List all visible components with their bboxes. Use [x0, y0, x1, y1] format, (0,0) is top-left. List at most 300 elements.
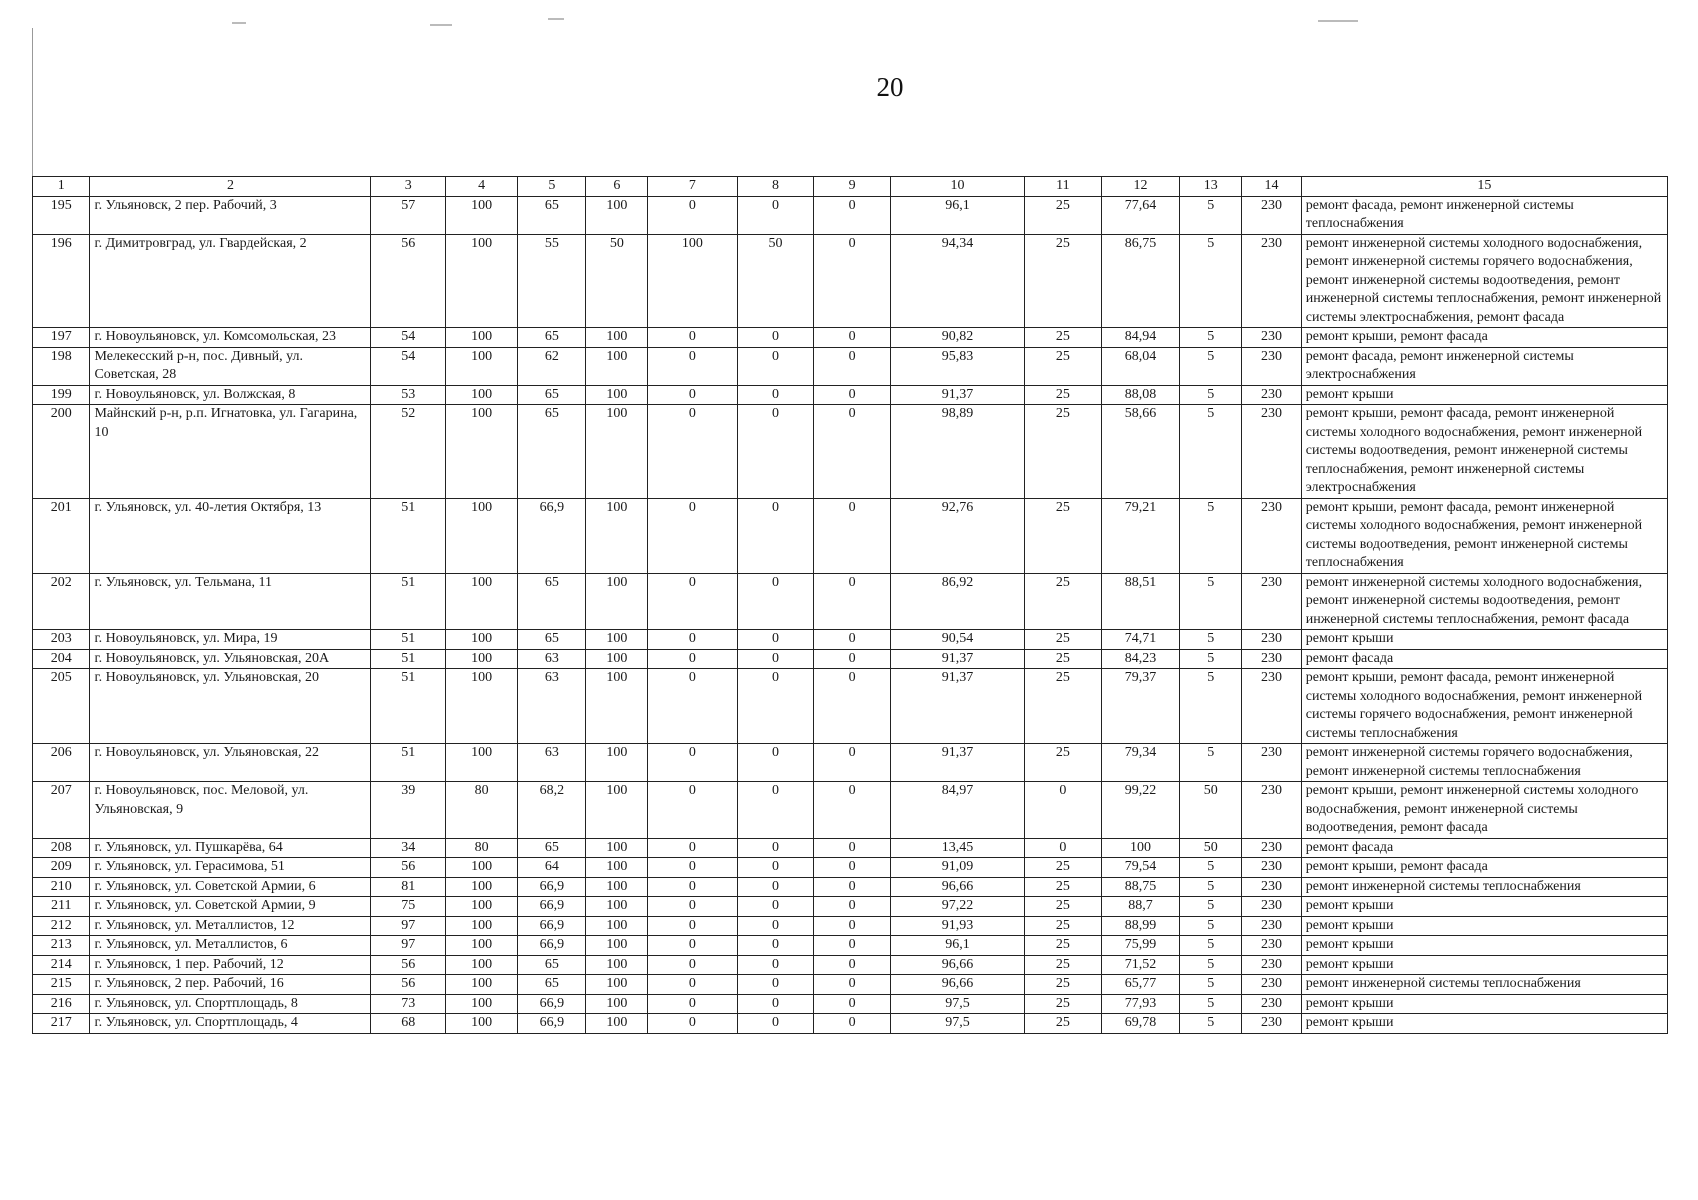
value-col-4: 100	[445, 744, 517, 782]
value-col-4: 100	[445, 975, 517, 995]
value-col-6: 100	[586, 838, 648, 858]
table-row	[33, 196, 1668, 234]
work-types: ремонт крыши	[1301, 630, 1667, 650]
value-col-4: 100	[445, 234, 517, 328]
row-number: 196	[33, 234, 90, 328]
value-col-10: 86,92	[890, 573, 1024, 630]
row-number: 202	[33, 573, 90, 630]
value-col-12: 88,08	[1101, 385, 1180, 405]
value-col-9: 0	[814, 573, 891, 630]
value-col-6: 100	[586, 669, 648, 744]
value-col-9: 0	[814, 744, 891, 782]
work-types: ремонт крыши, ремонт фасада, ремонт инженерной системы холодного водоснабжения, ремонт инженерной системы водоотведения, ремонт инженерной системы теплоснабжения	[1301, 498, 1667, 573]
value-col-6: 100	[586, 405, 648, 499]
work-types: ремонт крыши	[1301, 1014, 1667, 1034]
column-header: 15	[1301, 177, 1667, 197]
row-number: 203	[33, 630, 90, 650]
column-header: 12	[1101, 177, 1180, 197]
value-col-11: 25	[1025, 916, 1102, 936]
value-col-7: 0	[648, 347, 737, 385]
value-col-10: 97,5	[890, 994, 1024, 1014]
value-col-10: 91,93	[890, 916, 1024, 936]
table-row	[33, 858, 1668, 878]
value-col-10: 91,37	[890, 649, 1024, 669]
value-col-9: 0	[814, 328, 891, 348]
value-col-4: 100	[445, 328, 517, 348]
value-col-6: 100	[586, 955, 648, 975]
value-col-3: 51	[371, 573, 446, 630]
table-row	[33, 838, 1668, 858]
column-header: 11	[1025, 177, 1102, 197]
table-row	[33, 573, 1668, 630]
table-row	[33, 405, 1668, 499]
table-row	[33, 975, 1668, 995]
value-col-3: 52	[371, 405, 446, 499]
value-col-10: 96,1	[890, 936, 1024, 956]
row-number: 205	[33, 669, 90, 744]
value-col-7: 0	[648, 573, 737, 630]
value-col-10: 96,66	[890, 955, 1024, 975]
work-types: ремонт крыши, ремонт фасада	[1301, 858, 1667, 878]
value-col-14: 230	[1242, 1014, 1302, 1034]
scan-noise	[0, 14, 1698, 34]
value-col-7: 0	[648, 1014, 737, 1034]
value-col-3: 51	[371, 669, 446, 744]
value-col-3: 75	[371, 897, 446, 917]
value-col-11: 25	[1025, 669, 1102, 744]
value-col-5: 66,9	[518, 936, 586, 956]
value-col-13: 5	[1180, 1014, 1242, 1034]
address: г. Димитровград, ул. Гвардейская, 2	[90, 234, 371, 328]
value-col-9: 0	[814, 877, 891, 897]
row-number: 197	[33, 328, 90, 348]
value-col-12: 58,66	[1101, 405, 1180, 499]
value-col-10: 91,37	[890, 669, 1024, 744]
value-col-10: 91,09	[890, 858, 1024, 878]
value-col-13: 5	[1180, 630, 1242, 650]
table-row	[33, 234, 1668, 328]
header-row	[33, 177, 1668, 197]
work-types: ремонт фасада	[1301, 838, 1667, 858]
column-header: 13	[1180, 177, 1242, 197]
row-number: 195	[33, 196, 90, 234]
value-col-12: 75,99	[1101, 936, 1180, 956]
value-col-8: 0	[737, 916, 814, 936]
value-col-6: 100	[586, 328, 648, 348]
value-col-11: 0	[1025, 782, 1102, 839]
value-col-4: 100	[445, 649, 517, 669]
value-col-13: 5	[1180, 234, 1242, 328]
work-types: ремонт крыши	[1301, 994, 1667, 1014]
address: г. Ульяновск, ул. Спортплощадь, 8	[90, 994, 371, 1014]
value-col-9: 0	[814, 196, 891, 234]
value-col-7: 0	[648, 994, 737, 1014]
value-col-4: 100	[445, 877, 517, 897]
row-number: 217	[33, 1014, 90, 1034]
value-col-14: 230	[1242, 630, 1302, 650]
column-header: 2	[90, 177, 371, 197]
value-col-5: 65	[518, 573, 586, 630]
work-types: ремонт крыши, ремонт фасада	[1301, 328, 1667, 348]
value-col-7: 0	[648, 196, 737, 234]
value-col-7: 0	[648, 877, 737, 897]
value-col-6: 50	[586, 234, 648, 328]
value-col-9: 0	[814, 347, 891, 385]
value-col-3: 97	[371, 936, 446, 956]
value-col-8: 0	[737, 347, 814, 385]
work-types: ремонт инженерной системы теплоснабжения	[1301, 975, 1667, 995]
value-col-4: 100	[445, 669, 517, 744]
value-col-7: 0	[648, 838, 737, 858]
value-col-5: 62	[518, 347, 586, 385]
value-col-9: 0	[814, 955, 891, 975]
address: г. Ульяновск, ул. Герасимова, 51	[90, 858, 371, 878]
value-col-11: 25	[1025, 975, 1102, 995]
table-row	[33, 1014, 1668, 1034]
value-col-13: 5	[1180, 669, 1242, 744]
value-col-12: 88,51	[1101, 573, 1180, 630]
value-col-14: 230	[1242, 782, 1302, 839]
table-row	[33, 328, 1668, 348]
work-types: ремонт фасада, ремонт инженерной системы электроснабжения	[1301, 347, 1667, 385]
value-col-11: 25	[1025, 897, 1102, 917]
page-margin-line	[32, 28, 33, 178]
value-col-13: 5	[1180, 744, 1242, 782]
value-col-12: 84,94	[1101, 328, 1180, 348]
work-types: ремонт крыши	[1301, 385, 1667, 405]
value-col-14: 230	[1242, 573, 1302, 630]
value-col-14: 230	[1242, 234, 1302, 328]
value-col-3: 73	[371, 994, 446, 1014]
value-col-14: 230	[1242, 328, 1302, 348]
value-col-8: 50	[737, 234, 814, 328]
value-col-14: 230	[1242, 347, 1302, 385]
value-col-11: 25	[1025, 858, 1102, 878]
work-types: ремонт крыши, ремонт инженерной системы холодного водоснабжения, ремонт инженерной системы водоотведения, ремонт фасада	[1301, 782, 1667, 839]
value-col-6: 100	[586, 498, 648, 573]
value-col-7: 0	[648, 498, 737, 573]
value-col-6: 100	[586, 877, 648, 897]
value-col-9: 0	[814, 234, 891, 328]
value-col-12: 88,99	[1101, 916, 1180, 936]
address: г. Ульяновск, ул. Тельмана, 11	[90, 573, 371, 630]
value-col-7: 0	[648, 630, 737, 650]
value-col-10: 97,5	[890, 1014, 1024, 1034]
value-col-11: 25	[1025, 328, 1102, 348]
value-col-5: 64	[518, 858, 586, 878]
value-col-11: 25	[1025, 877, 1102, 897]
work-types: ремонт крыши, ремонт фасада, ремонт инженерной системы холодного водоснабжения, ремонт инженерной системы водоотведения, ремонт инженерной системы теплоснабжения, ремонт инженерной системы электроснабжения	[1301, 405, 1667, 499]
value-col-5: 63	[518, 744, 586, 782]
address: г. Ульяновск, ул. Пушкарёва, 64	[90, 838, 371, 858]
value-col-7: 0	[648, 385, 737, 405]
value-col-13: 5	[1180, 994, 1242, 1014]
table-row	[33, 744, 1668, 782]
value-col-12: 77,93	[1101, 994, 1180, 1014]
value-col-12: 100	[1101, 838, 1180, 858]
value-col-5: 66,9	[518, 877, 586, 897]
value-col-6: 100	[586, 630, 648, 650]
table-row	[33, 782, 1668, 839]
value-col-7: 0	[648, 649, 737, 669]
value-col-10: 95,83	[890, 347, 1024, 385]
address: г. Ульяновск, ул. 40-летия Октября, 13	[90, 498, 371, 573]
value-col-12: 68,04	[1101, 347, 1180, 385]
value-col-10: 94,34	[890, 234, 1024, 328]
value-col-5: 66,9	[518, 994, 586, 1014]
value-col-10: 84,97	[890, 782, 1024, 839]
value-col-13: 5	[1180, 196, 1242, 234]
value-col-13: 5	[1180, 498, 1242, 573]
value-col-10: 13,45	[890, 838, 1024, 858]
value-col-5: 65	[518, 405, 586, 499]
value-col-9: 0	[814, 1014, 891, 1034]
row-number: 214	[33, 955, 90, 975]
value-col-4: 100	[445, 858, 517, 878]
value-col-3: 54	[371, 347, 446, 385]
value-col-10: 91,37	[890, 744, 1024, 782]
value-col-10: 90,82	[890, 328, 1024, 348]
value-col-12: 69,78	[1101, 1014, 1180, 1034]
value-col-8: 0	[737, 838, 814, 858]
value-col-3: 56	[371, 975, 446, 995]
value-col-14: 230	[1242, 196, 1302, 234]
value-col-8: 0	[737, 328, 814, 348]
value-col-5: 66,9	[518, 916, 586, 936]
value-col-6: 100	[586, 858, 648, 878]
address: г. Ульяновск, ул. Советской Армии, 6	[90, 877, 371, 897]
value-col-8: 0	[737, 649, 814, 669]
value-col-12: 65,77	[1101, 975, 1180, 995]
value-col-7: 0	[648, 916, 737, 936]
address: г. Ульяновск, 2 пер. Рабочий, 16	[90, 975, 371, 995]
value-col-4: 80	[445, 838, 517, 858]
value-col-14: 230	[1242, 858, 1302, 878]
value-col-13: 50	[1180, 782, 1242, 839]
value-col-4: 100	[445, 630, 517, 650]
row-number: 208	[33, 838, 90, 858]
value-col-5: 65	[518, 385, 586, 405]
address: г. Ульяновск, ул. Металлистов, 12	[90, 916, 371, 936]
value-col-6: 100	[586, 936, 648, 956]
value-col-6: 100	[586, 385, 648, 405]
value-col-8: 0	[737, 955, 814, 975]
value-col-13: 5	[1180, 385, 1242, 405]
value-col-14: 230	[1242, 669, 1302, 744]
value-col-6: 100	[586, 649, 648, 669]
work-types: ремонт крыши	[1301, 936, 1667, 956]
value-col-3: 54	[371, 328, 446, 348]
value-col-7: 0	[648, 936, 737, 956]
value-col-5: 55	[518, 234, 586, 328]
table-row	[33, 347, 1668, 385]
value-col-11: 25	[1025, 405, 1102, 499]
work-types: ремонт инженерной системы холодного водоснабжения, ремонт инженерной системы водоотведения, ремонт инженерной системы теплоснабжения, ремонт фасада	[1301, 573, 1667, 630]
value-col-6: 100	[586, 196, 648, 234]
table-row	[33, 955, 1668, 975]
value-col-13: 5	[1180, 347, 1242, 385]
value-col-12: 99,22	[1101, 782, 1180, 839]
table-row	[33, 385, 1668, 405]
value-col-7: 0	[648, 897, 737, 917]
row-number: 210	[33, 877, 90, 897]
value-col-5: 63	[518, 669, 586, 744]
value-col-9: 0	[814, 649, 891, 669]
table-row	[33, 498, 1668, 573]
address: Майнский р-н, р.п. Игнатовка, ул. Гагарина, 10	[90, 405, 371, 499]
value-col-14: 230	[1242, 916, 1302, 936]
value-col-10: 96,66	[890, 877, 1024, 897]
value-col-4: 100	[445, 405, 517, 499]
value-col-6: 100	[586, 916, 648, 936]
work-types: ремонт инженерной системы холодного водоснабжения, ремонт инженерной системы горячего водоснабжения, ремонт инженерной системы водоотведения, ремонт инженерной системы теплоснабжения, ремонт инженерной системы электроснабжения, ремонт фасада	[1301, 234, 1667, 328]
value-col-12: 79,54	[1101, 858, 1180, 878]
value-col-13: 5	[1180, 897, 1242, 917]
work-types: ремонт крыши	[1301, 916, 1667, 936]
value-col-4: 100	[445, 498, 517, 573]
value-col-10: 91,37	[890, 385, 1024, 405]
work-types: ремонт крыши	[1301, 955, 1667, 975]
value-col-10: 97,22	[890, 897, 1024, 917]
value-col-14: 230	[1242, 994, 1302, 1014]
value-col-6: 100	[586, 994, 648, 1014]
value-col-8: 0	[737, 669, 814, 744]
column-header: 5	[518, 177, 586, 197]
value-col-8: 0	[737, 744, 814, 782]
value-col-6: 100	[586, 782, 648, 839]
work-types: ремонт фасада	[1301, 649, 1667, 669]
address: г. Ульяновск, 1 пер. Рабочий, 12	[90, 955, 371, 975]
value-col-9: 0	[814, 669, 891, 744]
value-col-11: 25	[1025, 649, 1102, 669]
value-col-4: 100	[445, 1014, 517, 1034]
value-col-8: 0	[737, 994, 814, 1014]
table-row	[33, 649, 1668, 669]
value-col-14: 230	[1242, 838, 1302, 858]
value-col-3: 57	[371, 196, 446, 234]
value-col-5: 66,9	[518, 1014, 586, 1034]
column-header: 10	[890, 177, 1024, 197]
value-col-9: 0	[814, 630, 891, 650]
address: г. Новоульяновск, ул. Волжская, 8	[90, 385, 371, 405]
value-col-8: 0	[737, 196, 814, 234]
table-row	[33, 669, 1668, 744]
value-col-14: 230	[1242, 744, 1302, 782]
value-col-4: 100	[445, 916, 517, 936]
value-col-5: 63	[518, 649, 586, 669]
value-col-7: 0	[648, 669, 737, 744]
column-header: 4	[445, 177, 517, 197]
value-col-4: 100	[445, 385, 517, 405]
row-number: 212	[33, 916, 90, 936]
value-col-13: 5	[1180, 573, 1242, 630]
value-col-12: 77,64	[1101, 196, 1180, 234]
value-col-6: 100	[586, 744, 648, 782]
address: г. Ульяновск, ул. Спортплощадь, 4	[90, 1014, 371, 1034]
value-col-5: 68,2	[518, 782, 586, 839]
address: г. Ульяновск, ул. Советской Армии, 9	[90, 897, 371, 917]
value-col-4: 100	[445, 196, 517, 234]
table-body	[33, 196, 1668, 1033]
value-col-13: 5	[1180, 955, 1242, 975]
row-number: 199	[33, 385, 90, 405]
address: г. Новоульяновск, ул. Мира, 19	[90, 630, 371, 650]
value-col-3: 81	[371, 877, 446, 897]
value-col-14: 230	[1242, 897, 1302, 917]
work-types: ремонт фасада, ремонт инженерной системы теплоснабжения	[1301, 196, 1667, 234]
column-header: 3	[371, 177, 446, 197]
value-col-11: 25	[1025, 936, 1102, 956]
value-col-9: 0	[814, 405, 891, 499]
address: г. Новоульяновск, ул. Комсомольская, 23	[90, 328, 371, 348]
value-col-4: 100	[445, 936, 517, 956]
value-col-3: 68	[371, 1014, 446, 1034]
address: г. Новоульяновск, пос. Меловой, ул. Ульяновская, 9	[90, 782, 371, 839]
value-col-13: 5	[1180, 328, 1242, 348]
value-col-9: 0	[814, 975, 891, 995]
value-col-11: 25	[1025, 573, 1102, 630]
value-col-14: 230	[1242, 498, 1302, 573]
value-col-12: 88,75	[1101, 877, 1180, 897]
value-col-3: 53	[371, 385, 446, 405]
value-col-8: 0	[737, 405, 814, 499]
value-col-11: 25	[1025, 385, 1102, 405]
value-col-11: 25	[1025, 234, 1102, 328]
value-col-8: 0	[737, 1014, 814, 1034]
value-col-7: 0	[648, 858, 737, 878]
column-header: 6	[586, 177, 648, 197]
scan-noise-bottom	[30, 1188, 1650, 1192]
value-col-9: 0	[814, 897, 891, 917]
value-col-3: 51	[371, 630, 446, 650]
row-number: 206	[33, 744, 90, 782]
value-col-5: 66,9	[518, 897, 586, 917]
row-number: 215	[33, 975, 90, 995]
work-types: ремонт инженерной системы горячего водоснабжения, ремонт инженерной системы теплоснабжения	[1301, 744, 1667, 782]
row-number: 213	[33, 936, 90, 956]
value-col-14: 230	[1242, 649, 1302, 669]
value-col-8: 0	[737, 498, 814, 573]
value-col-4: 100	[445, 347, 517, 385]
work-types: ремонт крыши	[1301, 897, 1667, 917]
value-col-9: 0	[814, 385, 891, 405]
value-col-3: 51	[371, 649, 446, 669]
value-col-13: 5	[1180, 916, 1242, 936]
row-number: 198	[33, 347, 90, 385]
buildings-registry-table	[32, 176, 1668, 1034]
value-col-9: 0	[814, 838, 891, 858]
value-col-9: 0	[814, 782, 891, 839]
value-col-12: 79,37	[1101, 669, 1180, 744]
value-col-11: 25	[1025, 630, 1102, 650]
value-col-14: 230	[1242, 936, 1302, 956]
value-col-5: 65	[518, 975, 586, 995]
value-col-3: 97	[371, 916, 446, 936]
value-col-14: 230	[1242, 385, 1302, 405]
address: г. Новоульяновск, ул. Ульяновская, 20А	[90, 649, 371, 669]
value-col-7: 100	[648, 234, 737, 328]
value-col-7: 0	[648, 328, 737, 348]
value-col-13: 5	[1180, 649, 1242, 669]
value-col-8: 0	[737, 573, 814, 630]
value-col-7: 0	[648, 975, 737, 995]
value-col-4: 100	[445, 955, 517, 975]
value-col-14: 230	[1242, 405, 1302, 499]
value-col-13: 5	[1180, 975, 1242, 995]
address: г. Ульяновск, 2 пер. Рабочий, 3	[90, 196, 371, 234]
value-col-11: 25	[1025, 994, 1102, 1014]
work-types: ремонт инженерной системы теплоснабжения	[1301, 877, 1667, 897]
